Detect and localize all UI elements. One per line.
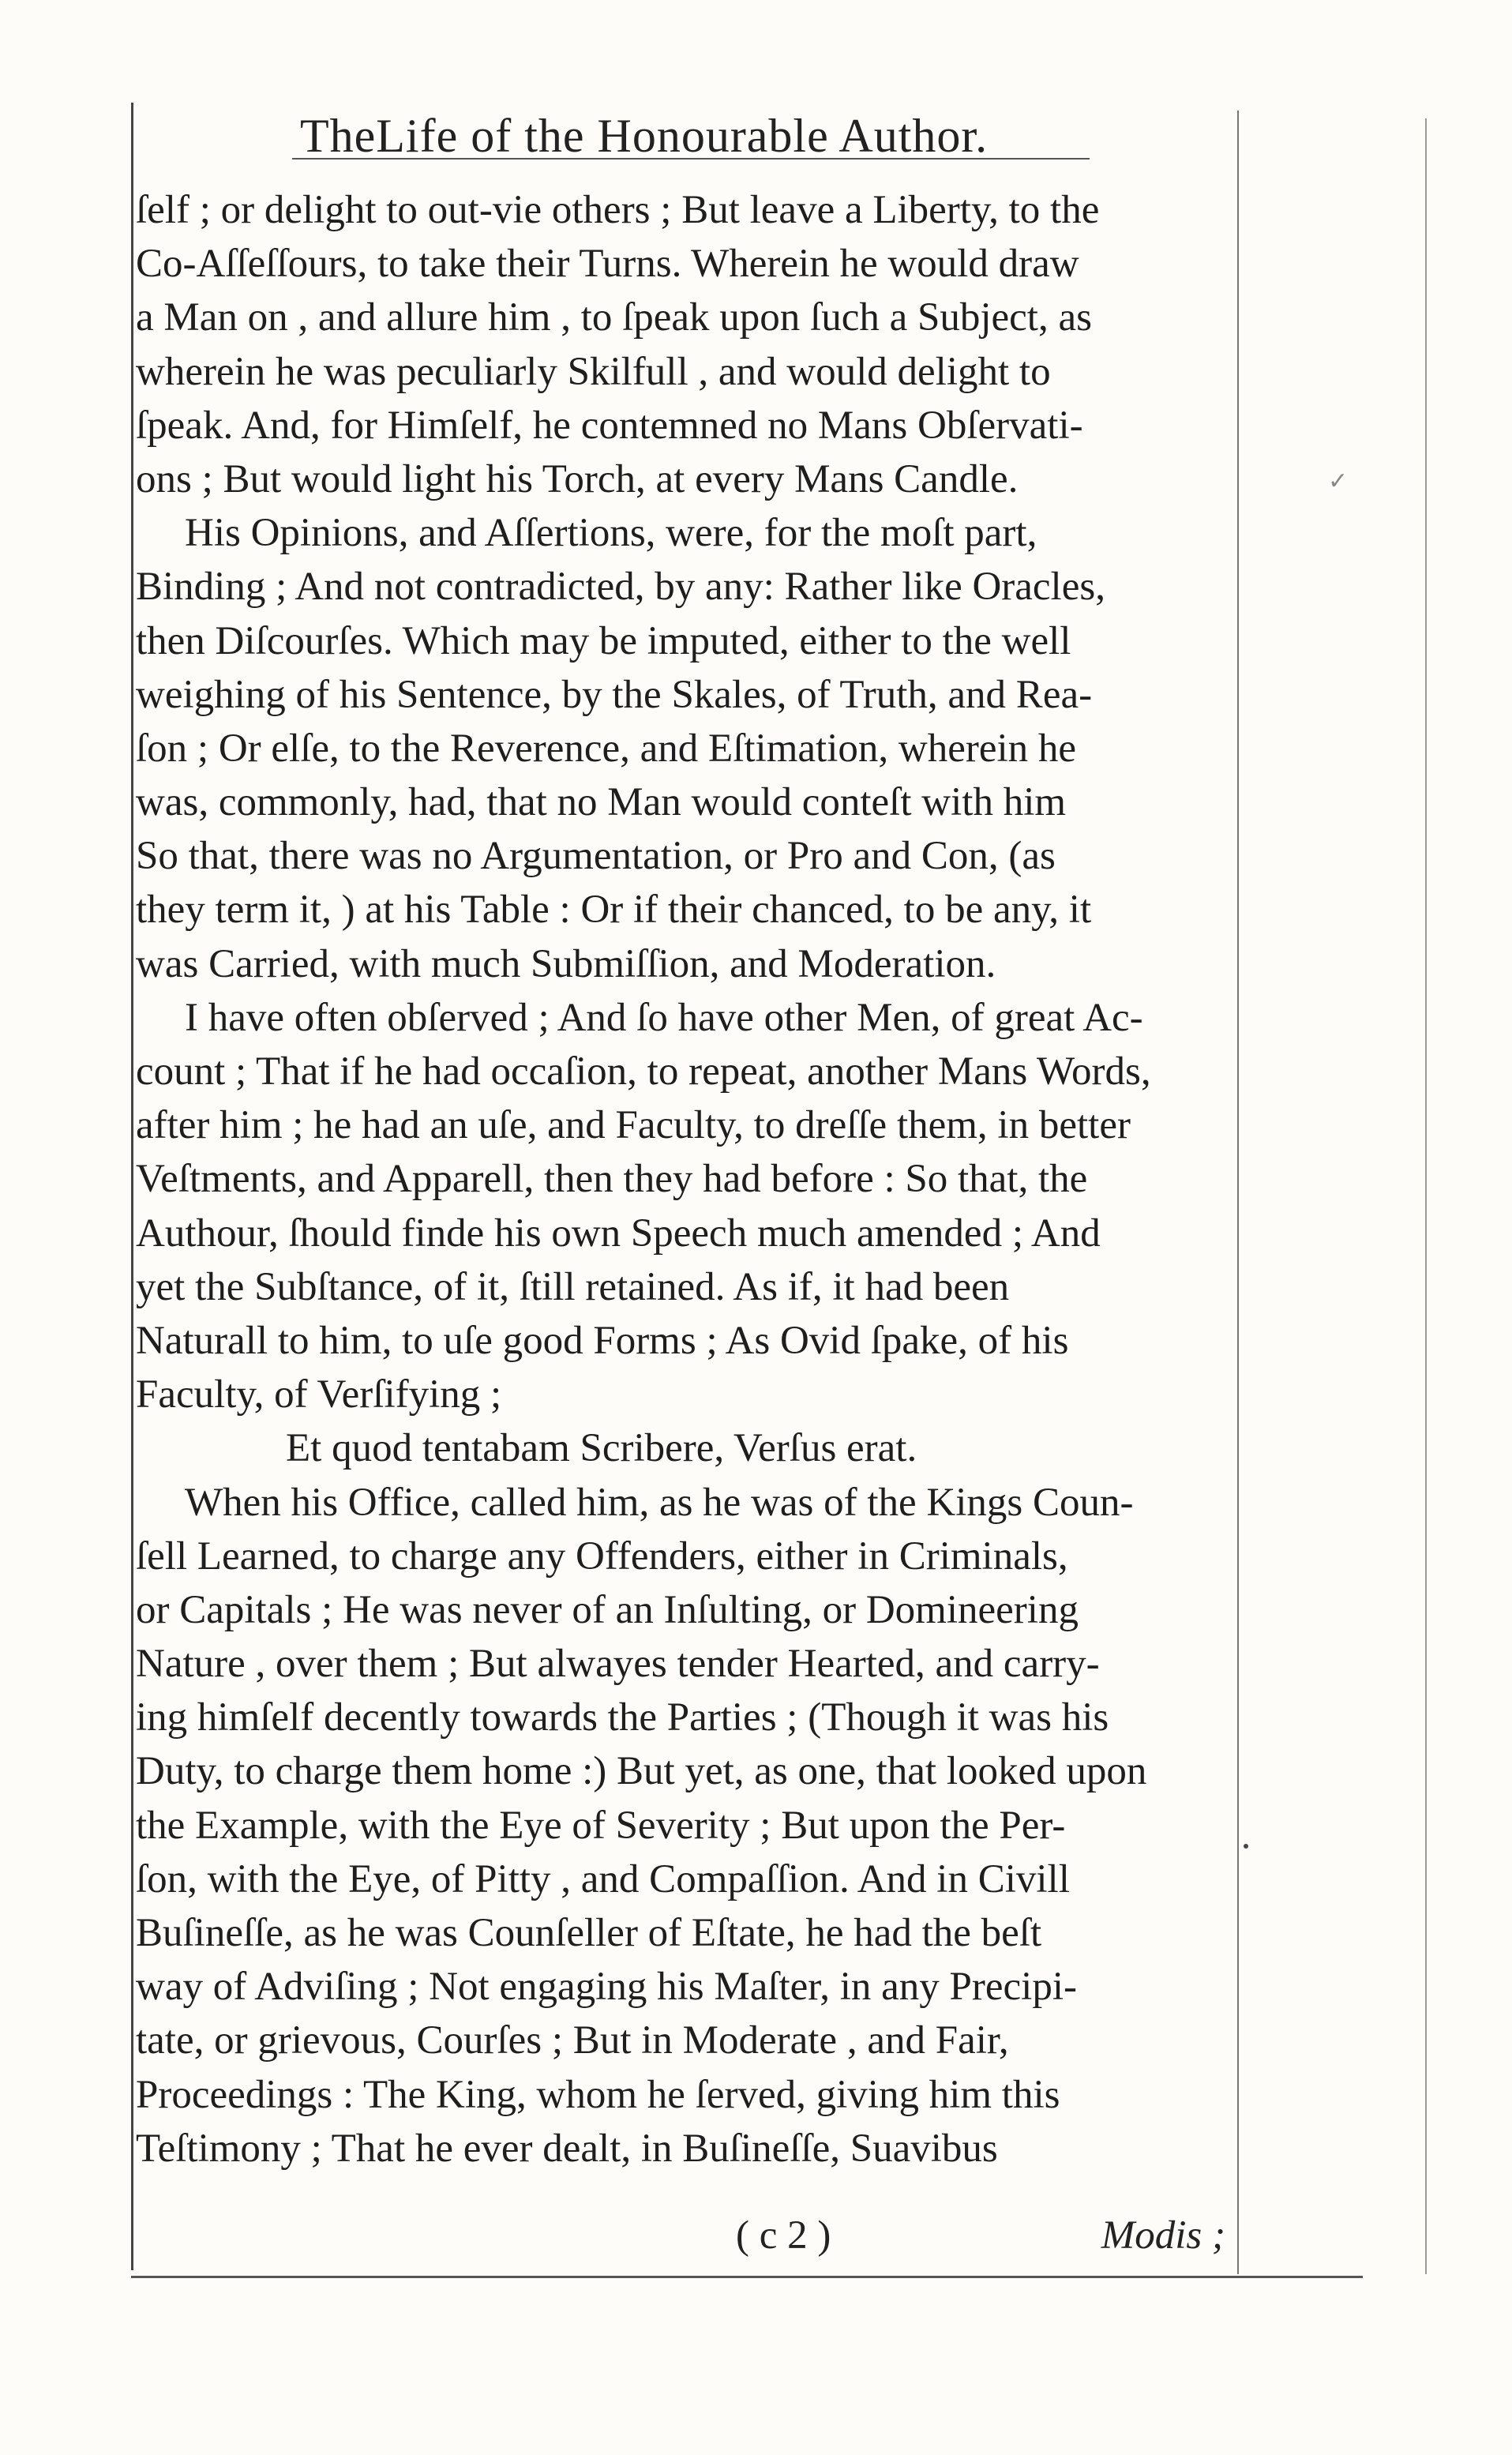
paragraph-start-line: When his Office, called him, as he was of the Kings Coun- xyxy=(185,1480,1134,1525)
signature-mark: ( c 2 ) xyxy=(736,2213,831,2258)
catchword: Modis ; xyxy=(1101,2213,1225,2258)
text-line: wherein he was peculiarly Skilfull , and would delight to xyxy=(136,349,1051,394)
page-footer xyxy=(136,2213,1225,2266)
text-line: Nature , over them ; But alwayes tender Hearted, and carry- xyxy=(136,1642,1100,1687)
text-line: Binding ; And not contradicted, by any: Rather like Oracles, xyxy=(136,565,1105,610)
text-line: ſell Learned, to charge any Offenders, either in Criminals, xyxy=(136,1533,1068,1578)
outer-frame-rule xyxy=(1425,118,1427,2274)
text-line: Naturall to him, to uſe good Forms ; As Ovid ſpake, of his xyxy=(136,1318,1069,1363)
text-line: Co-Aſſeſſours, to take their Turns. Wherein he would draw xyxy=(136,242,1079,287)
paragraph-start-line: I have often obſerved ; And ſo have other Men, of great Ac- xyxy=(185,995,1143,1040)
text-line: after him ; he had an uſe, and Faculty, to dreſſe them, in better xyxy=(136,1103,1131,1148)
body-text xyxy=(136,183,1225,2175)
margin-check-mark: ✓ xyxy=(1328,467,1349,495)
text-line: or Capitals ; He was never of an Inſulting, or Domineering xyxy=(136,1587,1079,1632)
left-frame-rule xyxy=(131,103,133,2270)
text-line: tate, or grievous, Courſes ; But in Moderate , and Fair, xyxy=(136,2018,1009,2063)
text-line: Authour, ſhould finde his own Speech much amended ; And xyxy=(136,1211,1101,1256)
text-line: Duty, to charge them home :) But yet, as one, that looked upon xyxy=(136,1749,1147,1794)
text-line: a Man on , and allure him , to ſpeak upon ſuch a Subject, as xyxy=(136,295,1092,340)
text-line: way of Adviſing ; Not engaging his Maſter, in any Precipi- xyxy=(136,1965,1078,2010)
text-line: ing himſelf decently towards the Parties ; (Though it was his xyxy=(136,1695,1109,1740)
text-line: ons ; But would light his Torch, at every Mans Candle. xyxy=(136,456,1019,501)
text-line: So that, there was no Argumentation, or Pro and Con, (as xyxy=(136,834,1056,879)
text-line: Teſtimony ; That he ever dealt, in Buſineſſe, Suavibus xyxy=(136,2126,998,2171)
verse-quotation: Et quod tentabam Scribere, Verſus erat. xyxy=(286,1426,917,1471)
text-line: count ; That if he had occaſion, to repeat, another Mans Words, xyxy=(136,1049,1151,1094)
text-line: then Diſcourſes. Which may be imputed, either to the well xyxy=(136,618,1071,663)
text-line: they term it, ) at his Table : Or if their chanced, to be any, it xyxy=(136,888,1092,933)
text-line: Proceedings : The King, whom he ſerved, giving him this xyxy=(136,2072,1060,2117)
text-line: the Example, with the Eye of Severity ; But upon the Per- xyxy=(136,1803,1066,1848)
text-line: yet the Subſtance, of it, ſtill retained. As if, it had been xyxy=(136,1264,1010,1309)
text-line: ſon, with the Eye, of Pitty , and Compaſſion. And in Civill xyxy=(136,1856,1070,1901)
text-line: weighing of his Sentence, by the Skales, of Truth, and Rea- xyxy=(136,672,1093,717)
text-line: was Carried, with much Submiſſion, and Moderation. xyxy=(136,941,996,986)
text-line: was, commonly, had, that no Man would conteſt with him xyxy=(136,780,1067,825)
text-line: ſpeak. And, for Himſelf, he contemned no Mans Obſervati- xyxy=(136,403,1083,448)
right-frame-rule xyxy=(1237,111,1239,2274)
text-line: Veſtments, and Apparell, then they had before : So that, the xyxy=(136,1157,1088,1202)
paragraph-start-line: His Opinions, and Aſſertions, were, for the moſt part, xyxy=(185,511,1037,556)
text-line: Buſineſſe, as he was Counſeller of Eſtate, he had the beſt xyxy=(136,1911,1042,1955)
running-head: TheLife of the Honourable Author. xyxy=(300,110,989,162)
margin-dot xyxy=(1244,1844,1248,1849)
bottom-rule xyxy=(131,2276,1363,2278)
text-line: Faculty, of Verſifying ; xyxy=(136,1372,502,1417)
text-line: ſelf ; or delight to out-vie others ; But leave a Liberty, to the xyxy=(136,188,1100,232)
text-line: ſon ; Or elſe, to the Reverence, and Eſtimation, wherein he xyxy=(136,726,1077,771)
